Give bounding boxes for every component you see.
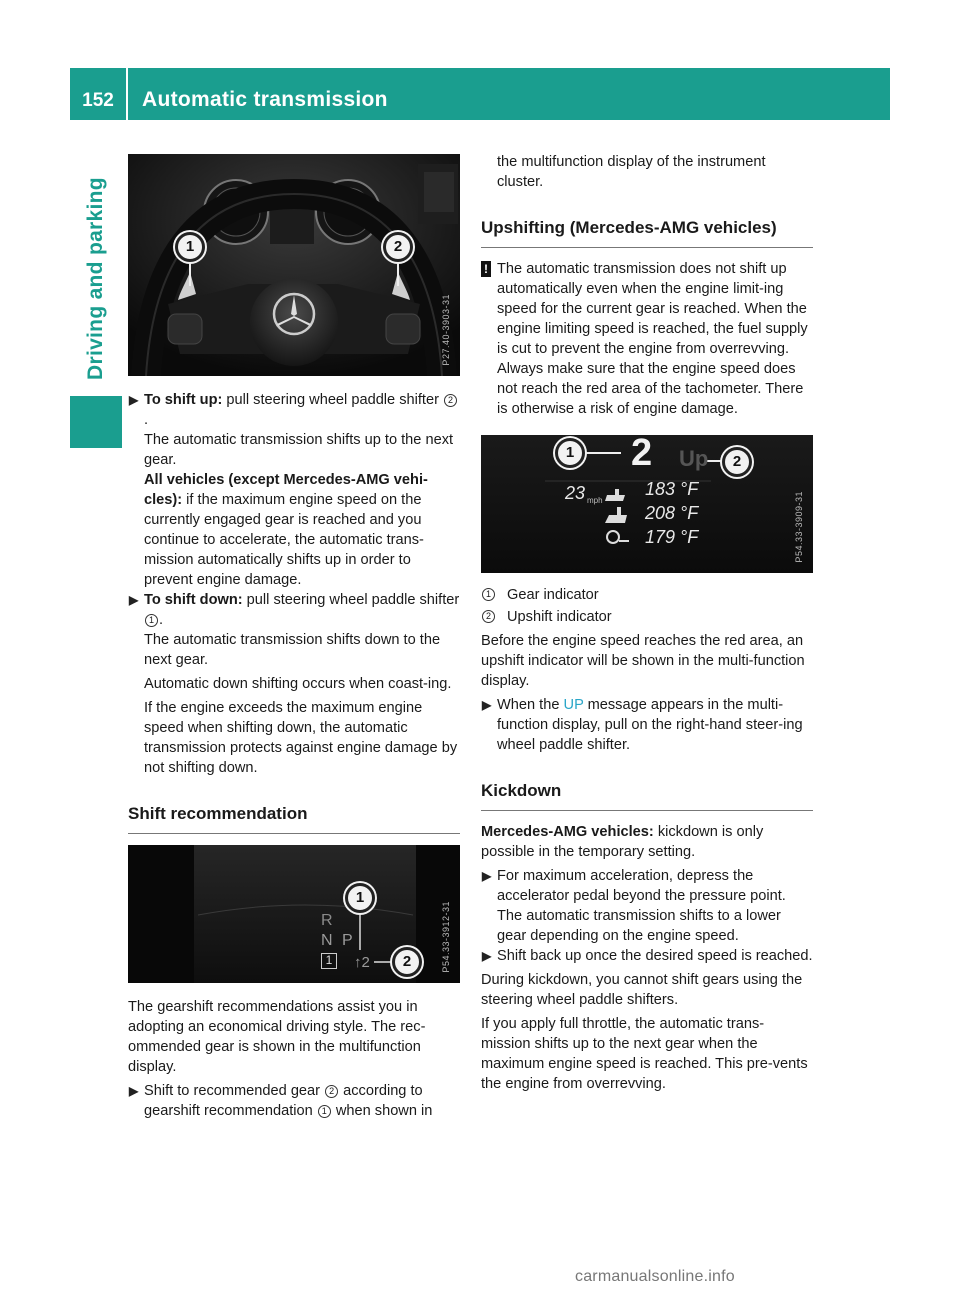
shift-recommendation-step: [128, 1081, 460, 1121]
shift-recommendation-figure: [128, 845, 460, 983]
callout-ref-icon: 2: [325, 1085, 338, 1098]
callout-1-icon: 1: [175, 232, 205, 262]
legend-upshift-indicator: [481, 607, 813, 627]
callout-ref-icon: 1: [482, 588, 495, 601]
continued-text: the multifunction display of the instrument cluster.: [497, 154, 766, 190]
step-arrow-icon: ▶: [482, 698, 492, 712]
section-side-marker: [70, 396, 122, 448]
upshift-step: [481, 695, 813, 755]
shift-down-label: To shift down:: [144, 592, 243, 608]
gear-r-label: R: [321, 912, 333, 929]
speed-value: 23: [565, 483, 586, 503]
kickdown-paddle-text: During kickdown, you cannot shift gears using the steering wheel paddle shifters.: [481, 972, 803, 1008]
shift-up-step: [128, 390, 460, 590]
warning-icon: !: [481, 261, 491, 277]
callout-ref-icon: 1: [145, 614, 158, 627]
shift-down-text: pull steering wheel paddle shifter: [242, 592, 460, 608]
step-text: Shift to recommended gear: [144, 1083, 325, 1099]
legend-label: Upshift indicator: [507, 609, 612, 625]
step-arrow-icon: ▶: [129, 593, 139, 607]
callout-2-icon: 2: [722, 447, 752, 477]
kickdown-intro-text: kickdown is only possible in the temporary setting.: [481, 824, 764, 860]
gear-box-label: 1: [321, 953, 337, 969]
callout-2-icon: 2: [392, 947, 422, 977]
legend-gear-indicator: [481, 585, 813, 605]
non-amg-text: if the maximum engine speed on the currently engaged gear is reached and you continue to accelerate, the automatic trans-mission automatically shifts up in order to prevent engine damage.: [144, 492, 424, 588]
callout-ref-icon: 2: [482, 610, 495, 623]
step-arrow-icon: ▶: [482, 949, 492, 963]
callout-ref-icon: 1: [318, 1105, 331, 1118]
step-arrow-icon: ▶: [129, 1084, 139, 1098]
steering-wheel-illustration: [128, 154, 460, 376]
up-indicator: Up: [679, 446, 709, 471]
section-side-label: Driving and parking: [84, 177, 107, 380]
footer-watermark: carmanualsonline.info: [575, 1268, 735, 1285]
callout-2-icon: 2: [383, 232, 413, 262]
kickdown-throttle-text: If you apply full throttle, the automatic trans-mission shifts up to the next gear when the maximum engine speed is reached. This pre-vents the engine from overrevving.: [481, 1016, 808, 1092]
figure-code: P54.33-3909-31: [794, 491, 804, 563]
upshifting-heading: Upshifting (Mercedes-AMG vehicles): [481, 218, 813, 248]
legend-label: Gear indicator: [507, 587, 599, 603]
gear-p-label: P: [342, 932, 353, 949]
amg-label: Mercedes-AMG vehicles:: [481, 824, 654, 840]
header-divider: [126, 68, 128, 120]
temp-3-value: 179 °F: [645, 527, 699, 547]
temp-2-value: 208 °F: [645, 503, 699, 523]
engine-protect-text: If the engine exceeds the maximum engine speed when shifting down, the automatic transmission protects against engine damage by not shifting down.: [144, 700, 458, 776]
shift-up-label: To shift up:: [144, 392, 223, 408]
warning-text: The automatic transmission does not shift up automatically even when the engine limit-ing speed for the current gear is reached. When the engine limiting speed is reached, the fuel supply is cut to prevent the engine from overrevving. Always make sure that the engine speed does not reach the red area of the tachometer. There is otherwise a risk of engine damage.: [497, 261, 808, 417]
figure-code: P27.40-3903-31: [441, 294, 451, 366]
step-text: Shift back up once the desired speed is reached.: [497, 948, 813, 964]
step-text: message appears in the multi-function display, pull on the right-hand steer-ing wheel paddle shifter.: [497, 697, 803, 753]
up-message-label: UP: [563, 697, 584, 713]
step-text: when shown in: [331, 1103, 433, 1119]
gear-digit: 2: [631, 435, 653, 474]
callout-1-icon: 1: [555, 438, 585, 468]
right-column: [481, 152, 813, 1094]
step-arrow-icon: ▶: [482, 869, 492, 883]
shift-recommendation-heading: Shift recommendation: [128, 804, 460, 834]
shift-recommendation-text: The gearshift recommendations assist you in adopting an economical driving style. The rec-ommended gear is shown in the multifunction display.: [128, 999, 426, 1075]
kickdown-heading: Kickdown: [481, 781, 813, 811]
gear-n-label: N: [321, 932, 333, 949]
step-text: according to gearshift recommendation: [144, 1083, 423, 1119]
step-text: When the: [497, 697, 564, 713]
page-title: Automatic transmission: [142, 88, 388, 111]
temp-1-value: 183 °F: [645, 479, 699, 499]
speed-unit: mph: [587, 496, 603, 505]
page-header: [70, 68, 890, 120]
non-amg-label: All vehicles (except Mercedes-AMG vehi-cles):: [144, 472, 428, 508]
shift-up-text: pull steering wheel paddle shifter: [222, 392, 444, 408]
sentence-end: .: [144, 412, 149, 428]
upshift-indicator-figure: [481, 435, 813, 573]
page-number: 152: [82, 90, 114, 111]
step-text: For maximum acceleration, depress the accelerator pedal beyond the pressure point. The automatic transmission shifts to a lower gear depending on the engine speed.: [497, 868, 786, 944]
kickdown-step-1: [481, 866, 813, 946]
warning-block: [481, 259, 813, 419]
sentence-end: .: [159, 612, 164, 628]
callout-ref-icon: 2: [444, 394, 457, 407]
shift-up-result: The automatic transmission shifts up to the next gear.: [144, 432, 454, 468]
left-column: [128, 154, 460, 1121]
steering-wheel-figure: [128, 154, 460, 376]
step-arrow-icon: ▶: [129, 393, 139, 407]
recommended-gear-label: ↑2: [354, 954, 370, 971]
upshift-text: Before the engine speed reaches the red area, an upshift indicator will be shown in the multi-function display.: [481, 633, 805, 689]
auto-downshift-text: Automatic down shifting occurs when coast-ing.: [144, 676, 452, 692]
callout-1-icon: 1: [345, 883, 375, 913]
kickdown-step-2: [481, 946, 813, 966]
shift-down-step: [128, 590, 460, 778]
shift-down-result: The automatic transmission shifts down to the next gear.: [144, 632, 441, 668]
kickdown-intro: [481, 822, 813, 862]
figure-code: P54.33-3912-31: [441, 901, 451, 973]
